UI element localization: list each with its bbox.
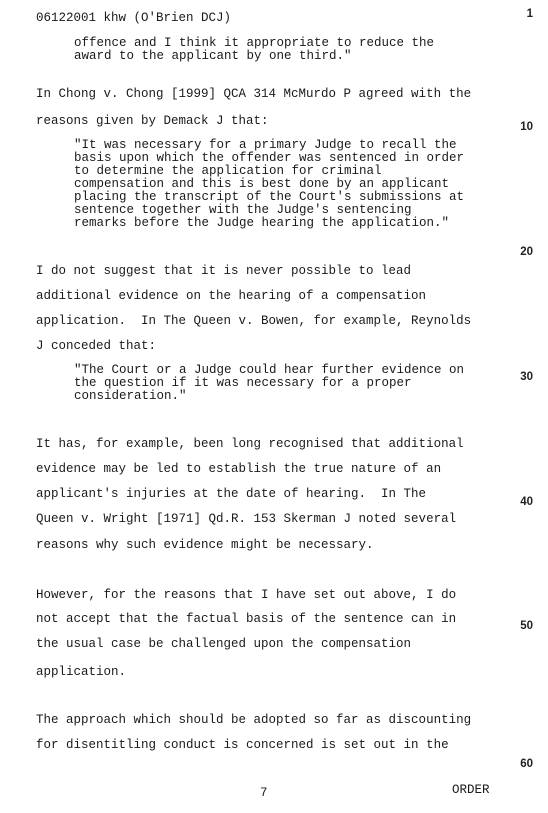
text-line: However, for the reasons that I have set out above, I do [36, 588, 457, 602]
margin-number: 30 [520, 371, 533, 383]
text-line: J conceded that: [36, 339, 157, 353]
margin-number: 50 [520, 620, 533, 632]
quote-line: basis upon which the offender was sentenced in order [74, 151, 465, 165]
margin-number: 60 [520, 758, 533, 770]
text-line: application. In The Queen v. Bowen, for example, Reynolds [36, 314, 472, 328]
text-line: reasons given by Demack J that: [36, 114, 269, 128]
text-line: It has, for example, been long recognised that additional [36, 437, 464, 451]
quote-line: offence and I think it appropriate to reduce the [74, 36, 435, 50]
text-line: reasons why such evidence might be necessary. [36, 538, 374, 552]
text-line: I do not suggest that it is never possible to lead [36, 264, 412, 278]
footer-label: ORDER [452, 783, 490, 797]
margin-number: 20 [520, 246, 533, 258]
text-line: applicant's injuries at the date of hearing. In The [36, 487, 427, 501]
quote-line: "It was necessary for a primary Judge to recall the [74, 138, 457, 152]
quote-line: placing the transcript of the Court's submissions at [74, 190, 465, 204]
text-line: In Chong v. Chong [1999] QCA 314 McMurdo P agreed with the [36, 87, 472, 101]
text-line: for disentitling conduct is concerned is set out in the [36, 738, 449, 752]
quote-line: the question if it was necessary for a proper [74, 376, 412, 390]
text-line: additional evidence on the hearing of a compensation [36, 289, 427, 303]
quote-line: compensation and this is best done by an applicant [74, 177, 450, 191]
page-number: 7 [260, 786, 268, 800]
document-header: 06122001 khw (O'Brien DCJ) [36, 11, 232, 25]
quote-line: consideration." [74, 389, 187, 403]
margin-number: 10 [520, 121, 533, 133]
quote-line: remarks before the Judge hearing the application." [74, 216, 450, 230]
text-line: application. [36, 665, 127, 679]
margin-number: 1 [526, 8, 533, 20]
quote-line: award to the applicant by one third." [74, 49, 352, 63]
text-line: not accept that the factual basis of the sentence can in [36, 612, 457, 626]
text-line: the usual case be challenged upon the compensation [36, 637, 412, 651]
text-line: evidence may be led to establish the true nature of an [36, 462, 442, 476]
quote-line: sentence together with the Judge's sentencing [74, 203, 412, 217]
quote-line: "The Court or a Judge could hear further evidence on [74, 363, 465, 377]
text-line: Queen v. Wright [1971] Qd.R. 153 Skerman J noted several [36, 512, 457, 526]
quote-line: to determine the application for criminal [74, 164, 382, 178]
margin-number: 40 [520, 496, 533, 508]
text-line: The approach which should be adopted so far as discounting [36, 713, 472, 727]
